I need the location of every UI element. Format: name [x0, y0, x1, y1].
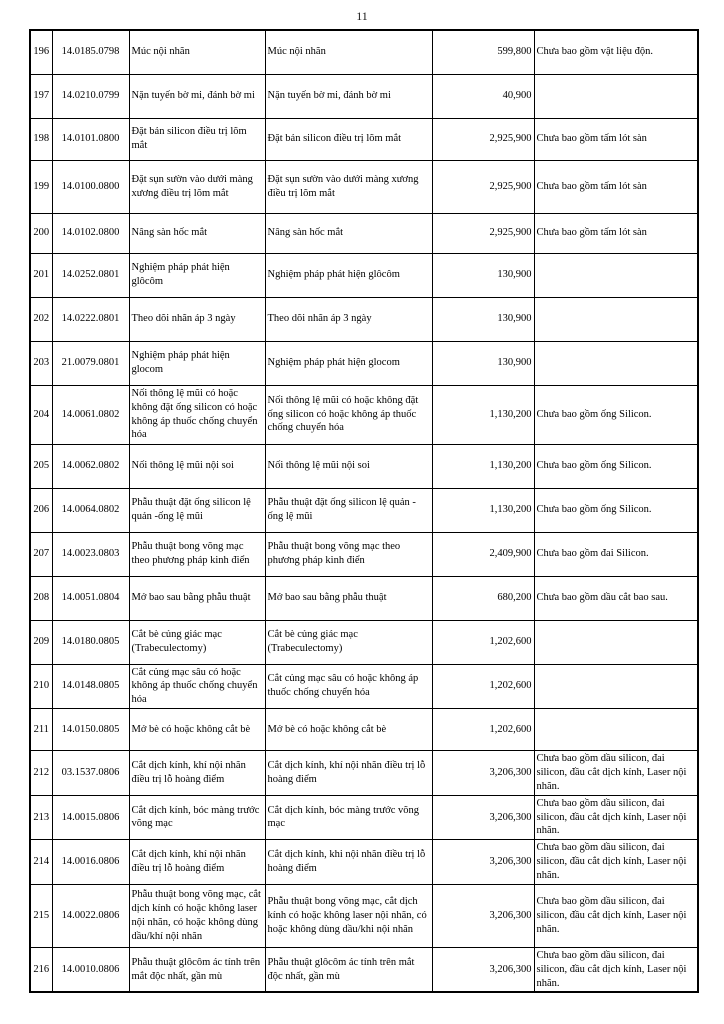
service-note-cell: Chưa bao gồm dầu silicon, đai silicon, đầu cắt dịch kính, Laser nội nhãn. [534, 840, 698, 885]
service-note-cell: Chưa bao gồm dầu silicon, đai silicon, đầu cắt dịch kính, Laser nội nhãn. [534, 795, 698, 840]
service-code-cell: 03.1537.0806 [52, 751, 129, 796]
service-name-alt-cell: Theo dõi nhãn áp 3 ngày [265, 297, 432, 341]
service-note-cell: Chưa bao gồm tấm lót sàn [534, 118, 698, 160]
service-price-cell: 3,206,300 [432, 795, 534, 840]
service-code-cell: 14.0150.0805 [52, 709, 129, 751]
service-note-cell: Chưa bao gồm ống Silicon. [534, 488, 698, 532]
service-name-alt-cell: Mở bao sau bằng phẫu thuật [265, 576, 432, 620]
service-name-alt-cell: Đặt bản silicon điều trị lõm mắt [265, 118, 432, 160]
service-name-alt-cell: Nâng sàn hốc mắt [265, 213, 432, 253]
table-row [30, 488, 698, 532]
service-name-cell: Nối thông lệ mũi nội soi [129, 444, 265, 488]
table-row [30, 884, 698, 947]
service-code-cell: 14.0252.0801 [52, 253, 129, 297]
row-number-cell: 207 [30, 532, 52, 576]
service-price-cell: 1,202,600 [432, 620, 534, 664]
table-row [30, 795, 698, 840]
table-row [30, 213, 698, 253]
service-name-alt-cell: Nối thông lệ mũi có hoặc không đặt ống silicon có hoặc không áp thuốc chống chuyển hóa [265, 385, 432, 444]
row-number-cell: 215 [30, 884, 52, 947]
service-name-cell: Nặn tuyến bờ mi, đánh bờ mi [129, 74, 265, 118]
row-number-cell: 202 [30, 297, 52, 341]
service-price-cell: 40,900 [432, 74, 534, 118]
service-price-cell: 2,925,900 [432, 213, 534, 253]
service-code-cell: 14.0101.0800 [52, 118, 129, 160]
service-name-alt-cell: Phẫu thuật bong võng mạc theo phương pháp kinh điển [265, 532, 432, 576]
service-price-cell: 3,206,300 [432, 840, 534, 885]
table-row [30, 30, 698, 74]
service-note-cell [534, 74, 698, 118]
service-price-cell: 3,206,300 [432, 751, 534, 796]
row-number-cell: 205 [30, 444, 52, 488]
service-note-cell [534, 253, 698, 297]
table-body [30, 30, 698, 992]
service-note-cell [534, 664, 698, 709]
service-code-cell: 14.0222.0801 [52, 297, 129, 341]
service-name-alt-cell: Cắt dịch kính, khí nội nhãn điều trị lỗ hoàng điểm [265, 751, 432, 796]
table-row [30, 751, 698, 796]
service-note-cell: Chưa bao gồm vật liệu độn. [534, 30, 698, 74]
service-price-cell: 3,206,300 [432, 884, 534, 947]
service-name-cell: Đặt sụn sườn vào dưới màng xương điều trị lõm mắt [129, 160, 265, 213]
service-name-alt-cell: Nghiệm pháp phát hiện glocom [265, 341, 432, 385]
service-price-cell: 599,800 [432, 30, 534, 74]
service-code-cell: 14.0016.0806 [52, 840, 129, 885]
service-name-alt-cell: Phẫu thuật bong võng mạc, cắt dịch kính có hoặc không laser nội nhãn, có hoặc không dùng dầu/khi nội nhãn [265, 884, 432, 947]
row-number-cell: 204 [30, 385, 52, 444]
row-number-cell: 216 [30, 947, 52, 992]
page-number: 11 [356, 9, 368, 23]
table-row [30, 620, 698, 664]
service-price-cell: 130,900 [432, 253, 534, 297]
service-price-cell: 130,900 [432, 341, 534, 385]
row-number-cell: 210 [30, 664, 52, 709]
service-code-cell: 14.0148.0805 [52, 664, 129, 709]
service-name-cell: Theo dõi nhãn áp 3 ngày [129, 297, 265, 341]
service-note-cell: Chưa bao gồm tấm lót sàn [534, 213, 698, 253]
service-note-cell: Chưa bao gồm dầu silicon, đai silicon, đầu cắt dịch kính, Laser nội nhãn. [534, 947, 698, 992]
row-number-cell: 211 [30, 709, 52, 751]
service-name-alt-cell: Nặn tuyến bờ mi, đánh bờ mi [265, 74, 432, 118]
row-number-cell: 209 [30, 620, 52, 664]
service-name-alt-cell: Cắt dịch kính, bóc màng trước võng mạc [265, 795, 432, 840]
row-number-cell: 206 [30, 488, 52, 532]
service-note-cell [534, 341, 698, 385]
table-row [30, 160, 698, 213]
table-row [30, 947, 698, 992]
table-row [30, 385, 698, 444]
service-name-cell: Nâng sàn hốc mắt [129, 213, 265, 253]
table-row [30, 341, 698, 385]
service-code-cell: 14.0022.0806 [52, 884, 129, 947]
service-name-cell: Múc nội nhãn [129, 30, 265, 74]
service-code-cell: 21.0079.0801 [52, 341, 129, 385]
service-name-cell: Mở bao sau bằng phẫu thuật [129, 576, 265, 620]
service-name-alt-cell: Nối thông lệ mũi nội soi [265, 444, 432, 488]
row-number-cell: 212 [30, 751, 52, 796]
service-price-cell: 3,206,300 [432, 947, 534, 992]
service-name-cell: Phẫu thuật đặt ống silicon lệ quản -ống lệ mũi [129, 488, 265, 532]
service-price-cell: 2,409,900 [432, 532, 534, 576]
service-name-cell: Phẫu thuật bong võng mạc, cắt dịch kính có hoặc không laser nội nhãn, có hoặc không dùng dầu/khí nội nhãn [129, 884, 265, 947]
row-number-cell: 196 [30, 30, 52, 74]
table-row [30, 709, 698, 751]
service-code-cell: 14.0023.0803 [52, 532, 129, 576]
service-name-alt-cell: Múc nội nhãn [265, 30, 432, 74]
service-note-cell: Chưa bao gồm dầu silicon, đai silicon, đầu cắt dịch kính, Laser nội nhãn. [534, 884, 698, 947]
service-name-cell: Nghiệm pháp phát hiện glocom [129, 341, 265, 385]
service-name-cell: Nối thông lệ mũi có hoặc không đặt ống silicon có hoặc không áp thuốc chống chuyển hóa [129, 385, 265, 444]
row-number-cell: 201 [30, 253, 52, 297]
service-note-cell: Chưa bao gồm ống Silicon. [534, 385, 698, 444]
service-note-cell: Chưa bao gồm ống Silicon. [534, 444, 698, 488]
table-row [30, 576, 698, 620]
table-row [30, 444, 698, 488]
service-name-alt-cell: Cắt bè củng giác mạc (Trabeculectomy) [265, 620, 432, 664]
service-note-cell [534, 709, 698, 751]
service-price-cell: 130,900 [432, 297, 534, 341]
service-code-cell: 14.0010.0806 [52, 947, 129, 992]
service-code-cell: 14.0062.0802 [52, 444, 129, 488]
row-number-cell: 203 [30, 341, 52, 385]
service-name-cell: Cắt bè củng giác mạc (Trabeculectomy) [129, 620, 265, 664]
service-note-cell [534, 620, 698, 664]
service-note-cell: Chưa bao gồm dầu silicon, đai silicon, đầu cắt dịch kính, Laser nội nhãn. [534, 751, 698, 796]
service-price-cell: 680,200 [432, 576, 534, 620]
service-code-cell: 14.0185.0798 [52, 30, 129, 74]
service-name-alt-cell: Mở bè có hoặc không cắt bè [265, 709, 432, 751]
service-name-cell: Cắt dịch kính, khí nội nhãn điều trị lỗ hoàng điểm [129, 840, 265, 885]
table-row [30, 74, 698, 118]
service-name-alt-cell: Cắt củng mạc sâu có hoặc không áp thuốc chống chuyển hóa [265, 664, 432, 709]
service-name-cell: Mở bè có hoặc không cắt bè [129, 709, 265, 751]
service-price-table [29, 29, 699, 993]
service-price-cell: 1,130,200 [432, 488, 534, 532]
service-price-cell: 2,925,900 [432, 118, 534, 160]
service-note-cell [534, 297, 698, 341]
service-price-cell: 1,130,200 [432, 385, 534, 444]
service-name-alt-cell: Đặt sụn sườn vào dưới màng xương điều trị lõm mắt [265, 160, 432, 213]
service-name-cell: Nghiệm pháp phát hiện glôcôm [129, 253, 265, 297]
table-row [30, 253, 698, 297]
service-name-cell: Đặt bản silicon điều trị lõm mắt [129, 118, 265, 160]
service-name-cell: Cắt dịch kính, bóc màng trước võng mạc [129, 795, 265, 840]
service-name-cell: Phẫu thuật bong võng mạc theo phương pháp kinh điển [129, 532, 265, 576]
service-code-cell: 14.0061.0802 [52, 385, 129, 444]
row-number-cell: 199 [30, 160, 52, 213]
row-number-cell: 200 [30, 213, 52, 253]
row-number-cell: 208 [30, 576, 52, 620]
row-number-cell: 197 [30, 74, 52, 118]
service-code-cell: 14.0064.0802 [52, 488, 129, 532]
service-price-cell: 1,202,600 [432, 664, 534, 709]
service-note-cell: Chưa bao gồm tấm lót sàn [534, 160, 698, 213]
service-price-cell: 2,925,900 [432, 160, 534, 213]
service-code-cell: 14.0015.0806 [52, 795, 129, 840]
service-name-alt-cell: Nghiệm pháp phát hiện glôcôm [265, 253, 432, 297]
service-name-cell: Phẫu thuật glôcôm ác tính trên mắt độc nhất, gần mù [129, 947, 265, 992]
service-name-cell: Cắt dịch kính, khí nội nhãn điều trị lỗ hoàng điểm [129, 751, 265, 796]
service-code-cell: 14.0051.0804 [52, 576, 129, 620]
table-row [30, 532, 698, 576]
service-name-alt-cell: Cắt dịch kính, khi nội nhãn điều trị lỗ hoàng điểm [265, 840, 432, 885]
service-note-cell: Chưa bao gồm dầu cắt bao sau. [534, 576, 698, 620]
service-code-cell: 14.0102.0800 [52, 213, 129, 253]
table-row [30, 297, 698, 341]
service-code-cell: 14.0100.0800 [52, 160, 129, 213]
row-number-cell: 213 [30, 795, 52, 840]
service-price-cell: 1,202,600 [432, 709, 534, 751]
service-code-cell: 14.0210.0799 [52, 74, 129, 118]
service-note-cell: Chưa bao gồm đai Silicon. [534, 532, 698, 576]
row-number-cell: 214 [30, 840, 52, 885]
service-price-cell: 1,130,200 [432, 444, 534, 488]
table-row [30, 664, 698, 709]
service-name-cell: Cắt củng mạc sâu có hoặc không áp thuốc chống chuyển hóa [129, 664, 265, 709]
row-number-cell: 198 [30, 118, 52, 160]
service-name-alt-cell: Phẫu thuật glôcôm ác tính trên mắt độc nhất, gần mù [265, 947, 432, 992]
table-row [30, 840, 698, 885]
table-row [30, 118, 698, 160]
service-name-alt-cell: Phẫu thuật đặt ống silicon lệ quản - ống lệ mũi [265, 488, 432, 532]
service-code-cell: 14.0180.0805 [52, 620, 129, 664]
